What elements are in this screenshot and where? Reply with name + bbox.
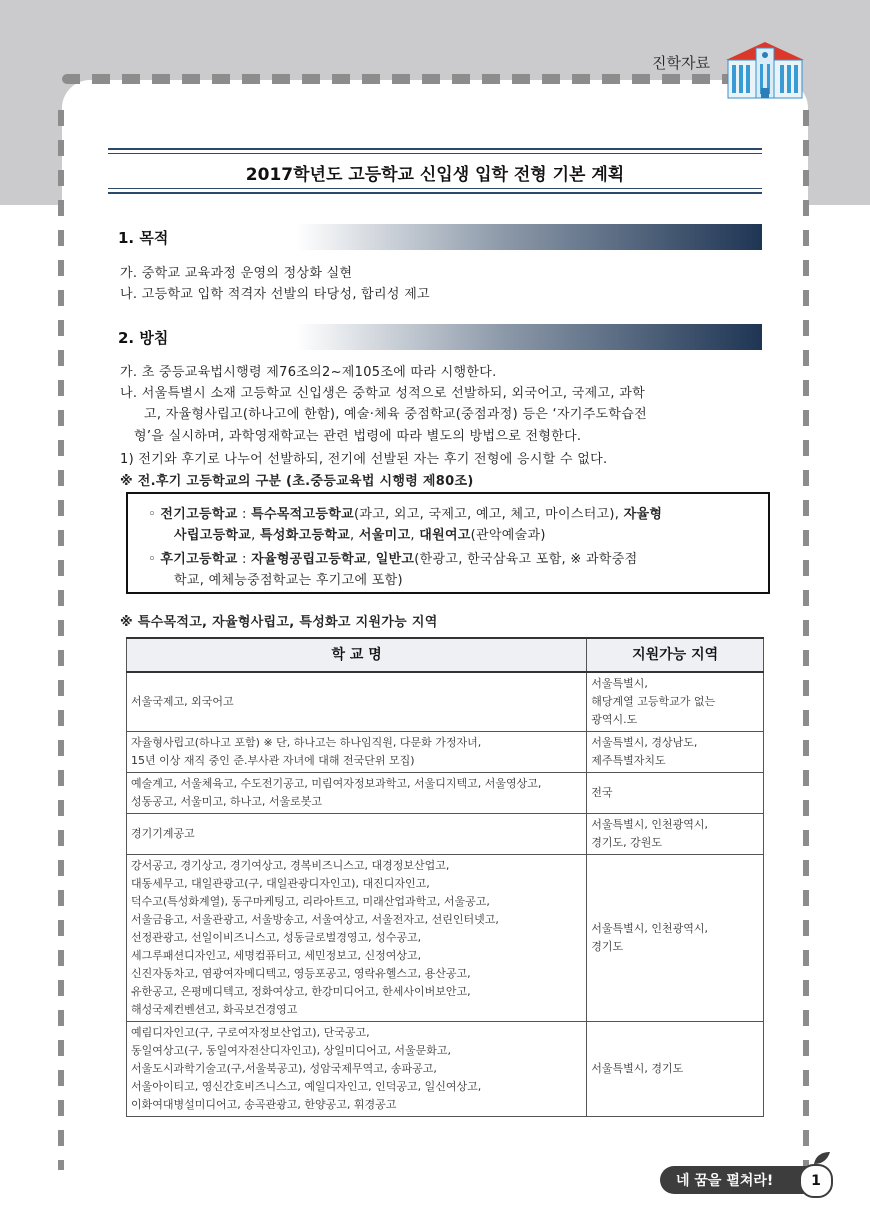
early-school-line-1: ◦ 전기고등학교 : 특수목적고등학교(과고, 외고, 국제고, 예고, 체고, 마이스터고), 자율형 [148, 507, 663, 522]
school-names-cell [127, 773, 587, 814]
school-names-line: 신진자동차고, 염광여자메디텍고, 영등포공고, 영락유헬스고, 용산공고, [131, 967, 471, 980]
school-names-cell [127, 1022, 587, 1117]
table-row [127, 1022, 764, 1117]
table-row [127, 672, 764, 732]
school-classification-box [126, 492, 770, 594]
school-names-line: 이화여대병설미디어고, 송곡관광고, 한양공고, 휘경공고 [131, 1098, 397, 1111]
document-title-box [108, 148, 762, 194]
section-1-heading [116, 224, 762, 250]
leaf-icon [812, 1150, 832, 1166]
school-names-line: 선정관광고, 선일이비즈니스고, 성동글로벌경영고, 성수공고, [131, 931, 422, 944]
school-names-cell [127, 732, 587, 773]
region-line: 제주특별자치도 [591, 754, 666, 767]
school-names-line: 서울도시과학기술고(구,서울북공고), 성암국제무역고, 송파공고, [131, 1062, 437, 1075]
document-title: 2017학년도 고등학교 신입생 입학 전형 기본 계획 [245, 165, 625, 185]
section-1-line: 나. 고등학교 입학 적격자 선발의 타당성, 합리성 제고 [120, 287, 430, 302]
table-row [127, 855, 764, 1022]
region-line: 서울특별시, 경상남도, [591, 736, 698, 749]
region-cell [587, 732, 764, 773]
section-2-line: 가. 초 중등교육법시행령 제76조의2~제105조에 따라 시행한다. [120, 365, 497, 380]
school-names-cell [127, 672, 587, 732]
school-names-line: 성동공고, 서울미고, 하나고, 서울로봇고 [131, 795, 322, 808]
column-header-school: 학 교 명 [127, 638, 587, 672]
region-cell [587, 1022, 764, 1117]
section-2-heading [116, 324, 762, 350]
region-line: 경기도 [591, 940, 624, 953]
region-cell [587, 814, 764, 855]
region-line: 서울특별시, 인천광역시, [591, 818, 708, 831]
section-2-label: 2. 방침 [118, 329, 169, 347]
region-line: 광역시.도 [591, 713, 638, 726]
school-names-line: 15년 이상 재직 중인 준.부사관 자녀에 대해 전국단위 모집) [131, 754, 415, 767]
dashed-border-top [62, 74, 808, 84]
early-school-line-2: 사립고등학교, 특성화고등학교, 서울미고, 대원여고(관악예술과) [174, 528, 546, 543]
region-line: 서울특별시, [591, 677, 648, 690]
region-line: 서울특별시, 인천광역시, [591, 922, 708, 935]
section-2-line: 고, 자율형사립고(하나고에 한함), 예술·체육 중점학교(중점과정) 등은 ‘자기주도학습전 [144, 407, 647, 422]
school-names-line: 서울아이티고, 영신간호비즈니스고, 예일디자인고, 인덕공고, 일신여상고, [131, 1080, 482, 1093]
school-names-line: 예술계고, 서울체육고, 수도전기공고, 미림여자정보과학고, 서울디지텍고, 서울영상고, [131, 777, 542, 790]
section-2-line: 형’을 실시하며, 과학영재학교는 관련 법령에 따라 별도의 방법으로 전형한다. [134, 429, 582, 444]
region-line: 서울특별시, 경기도 [591, 1062, 684, 1075]
region-line: 경기도, 강원도 [591, 836, 662, 849]
school-names-line: 동일여상고(구, 동일여자전산디자인고), 상일미디어고, 서울문화고, [131, 1044, 451, 1057]
school-names-line: 서울금융고, 서울관광고, 서울방송고, 서울여상고, 서울전자고, 선린인터넷고, [131, 913, 499, 926]
school-names-line: 서울국제고, 외국어고 [131, 695, 234, 708]
table-header-row [127, 638, 764, 672]
section-2-gradient-bar [296, 324, 762, 350]
school-names-line: 예림디자인고(구, 구로여자정보산업고), 단국공고, [131, 1026, 370, 1039]
region-line: 해당계열 고등학교가 없는 [591, 695, 716, 708]
dashed-border-left [58, 110, 64, 1170]
dashed-border-right [803, 110, 809, 1170]
school-names-cell [127, 855, 587, 1022]
column-header-region: 지원가능 지역 [587, 638, 764, 672]
school-names-line: 유한공고, 은평메디텍고, 정화여상고, 한강미디어고, 한세사이버보안고, [131, 985, 471, 998]
table-row [127, 732, 764, 773]
school-names-line: 세그루패션디자인고, 세명컴퓨터고, 세민정보고, 신정여상고, [131, 949, 422, 962]
school-names-line: 대동세무고, 대일관광고(구, 대일관광디자인고), 대진디자인고, [131, 877, 430, 890]
school-names-line: 강서공고, 경기상고, 경기여상고, 경복비즈니스고, 대경정보산업고, [131, 859, 450, 872]
section-2-line: 1) 전기와 후기로 나누어 선발하되, 전기에 선발된 자는 후기 전형에 응시할 수 없다. [120, 452, 608, 467]
school-names-line: 덕수고(특성화계열), 동구마케팅고, 리라아트고, 미래산업과학고, 서울공고, [131, 895, 490, 908]
section-2-line: 나. 서울특별시 소재 고등학교 신입생은 중학교 성적으로 선발하되, 외국어고, 국제고, 과학 [120, 386, 645, 401]
late-school-line-2: 학교, 예체능중점학교는 후기고에 포함) [174, 573, 403, 588]
section-1-label: 1. 목적 [118, 229, 169, 247]
eligible-regions-table [126, 637, 764, 1117]
table-row [127, 773, 764, 814]
header-label: 진학자료 [652, 54, 710, 72]
page-number: 1 [799, 1164, 833, 1198]
section-1-gradient-bar [296, 224, 762, 250]
late-school-line-1: ◦ 후기고등학교 : 자율형공립고등학교, 일반고(한광고, 한국삼육고 포함, ※ 과학중점 [148, 552, 638, 567]
school-names-line: 자율형사립고(하나고 포함) ※ 단, 하나고는 하나임직원, 다문화 가정자녀, [131, 736, 482, 749]
section-2-note: ※ 전.후기 고등학교의 구분 (초.중등교육법 시행령 제80조) [120, 474, 474, 489]
school-names-cell [127, 814, 587, 855]
school-names-line: 해성국제컨벤션고, 화곡보건경영고 [131, 1003, 298, 1016]
region-line: 전국 [591, 786, 613, 799]
table-row [127, 814, 764, 855]
table-note: ※ 특수목적고, 자율형사립고, 특성화고 지원가능 지역 [120, 615, 438, 630]
region-cell [587, 855, 764, 1022]
school-names-line: 경기기계공고 [131, 827, 195, 840]
section-1-line: 가. 중학교 교육과정 운영의 정상화 실현 [120, 266, 353, 281]
school-building-icon [722, 38, 808, 100]
region-cell [587, 773, 764, 814]
footer-slogan: 네 꿈을 펼쳐라! [676, 1173, 774, 1189]
region-cell [587, 672, 764, 732]
